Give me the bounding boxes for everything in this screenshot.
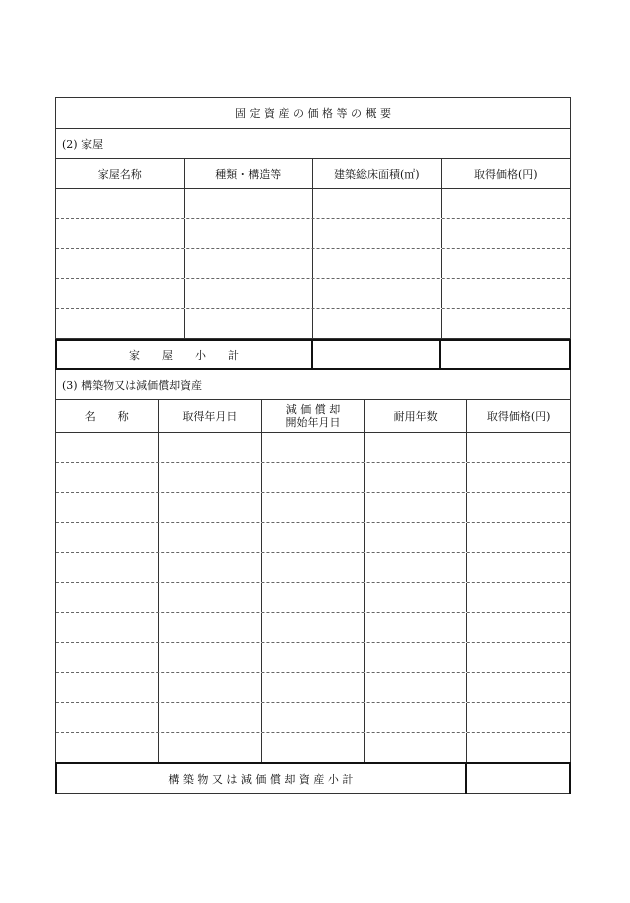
header-house-name: 家屋名称 (56, 159, 185, 188)
floor-area-cell[interactable] (313, 219, 442, 248)
table-row (56, 463, 570, 493)
name-cell[interactable] (56, 673, 159, 702)
house-name-cell[interactable] (56, 219, 185, 248)
table-row (56, 249, 570, 279)
table-row (56, 553, 570, 583)
table-row (56, 613, 570, 643)
asset-summary-form (55, 97, 571, 794)
name-cell[interactable] (56, 493, 159, 522)
structures-section-row (56, 370, 570, 400)
acquisition-price-cell[interactable] (467, 463, 570, 492)
table-row (56, 523, 570, 553)
houses-header-row (56, 159, 570, 189)
useful-life-cell[interactable] (365, 433, 468, 462)
acquisition-price-cell[interactable] (467, 643, 570, 672)
acquisition-price-cell[interactable] (467, 703, 570, 732)
depreciation-start-cell[interactable] (262, 433, 365, 462)
table-row (56, 219, 570, 249)
houses-subtotal-row (55, 339, 571, 370)
table-row (56, 733, 570, 763)
name-cell[interactable] (56, 733, 159, 762)
table-row (56, 583, 570, 613)
useful-life-cell[interactable] (365, 493, 468, 522)
depreciation-start-cell[interactable] (262, 493, 365, 522)
house-name-cell[interactable] (56, 279, 185, 308)
acquisition-price-cell[interactable] (442, 219, 571, 248)
houses-subtotal-label: 家 屋 小 計 (57, 341, 313, 368)
table-row (56, 309, 570, 339)
acquisition-price-cell[interactable] (467, 433, 570, 462)
acquisition-price-cell[interactable] (467, 523, 570, 552)
acquisition-date-cell[interactable] (159, 613, 263, 642)
type-structure-cell[interactable] (185, 219, 314, 248)
acquisition-price-cell[interactable] (467, 583, 570, 612)
type-structure-cell[interactable] (185, 279, 314, 308)
useful-life-cell[interactable] (365, 703, 468, 732)
floor-area-cell[interactable] (313, 279, 442, 308)
floor-area-cell[interactable] (313, 189, 442, 218)
useful-life-cell[interactable] (365, 583, 468, 612)
acquisition-date-cell[interactable] (159, 643, 263, 672)
header-useful-life: 耐用年数 (365, 400, 468, 432)
acquisition-date-cell[interactable] (159, 733, 263, 762)
type-structure-cell[interactable] (185, 249, 314, 278)
useful-life-cell[interactable] (365, 553, 468, 582)
acquisition-price-cell[interactable] (442, 189, 571, 218)
floor-area-cell[interactable] (313, 309, 442, 338)
depreciation-start-cell[interactable] (262, 523, 365, 552)
structures-section-label: (3) 構築物又は減価償却資産 (62, 378, 203, 392)
name-cell[interactable] (56, 553, 159, 582)
name-cell[interactable] (56, 643, 159, 672)
table-row (56, 279, 570, 309)
acquisition-price-cell[interactable] (467, 673, 570, 702)
acquisition-date-cell[interactable] (159, 583, 263, 612)
acquisition-price-cell[interactable] (467, 613, 570, 642)
acquisition-date-cell[interactable] (159, 463, 263, 492)
header-acquisition-price: 取得価格(円) (486, 409, 551, 423)
header-acquisition-date: 取得年月日 (159, 400, 263, 432)
useful-life-cell[interactable] (365, 523, 468, 552)
table-row (56, 703, 570, 733)
name-cell[interactable] (56, 433, 159, 462)
useful-life-cell[interactable] (365, 613, 468, 642)
depreciation-start-cell[interactable] (262, 553, 365, 582)
depreciation-start-cell[interactable] (262, 613, 365, 642)
acquisition-date-cell[interactable] (159, 703, 263, 732)
houses-subtotal-price-cell[interactable] (441, 341, 569, 368)
depreciation-start-cell[interactable] (262, 703, 365, 732)
depreciation-start-cell[interactable] (262, 463, 365, 492)
form-title: 固 定 資 産 の 価 格 等 の 概 要 (235, 107, 391, 120)
house-name-cell[interactable] (56, 249, 185, 278)
useful-life-cell[interactable] (365, 643, 468, 672)
table-row (56, 643, 570, 673)
table-row (56, 493, 570, 523)
table-row (56, 433, 570, 463)
structures-subtotal-label: 構 築 物 又 は 減 価 償 却 資 産 小 計 (57, 764, 467, 794)
depreciation-start-cell[interactable] (262, 673, 365, 702)
useful-life-cell[interactable] (365, 673, 468, 702)
houses-section-label: (2) 家屋 (62, 137, 104, 151)
header-depreciation-start: 減 価 償 却 開始年月日 (262, 400, 365, 432)
useful-life-cell[interactable] (365, 733, 468, 762)
acquisition-date-cell[interactable] (159, 493, 263, 522)
type-structure-cell[interactable] (185, 189, 314, 218)
structures-subtotal-price-cell[interactable] (467, 764, 569, 794)
useful-life-cell[interactable] (365, 463, 468, 492)
depreciation-start-cell[interactable] (262, 583, 365, 612)
type-structure-cell[interactable] (185, 309, 314, 338)
acquisition-price-cell[interactable] (442, 279, 571, 308)
table-row (56, 189, 570, 219)
table-row (56, 673, 570, 703)
acquisition-price-cell[interactable] (442, 249, 571, 278)
depreciation-start-cell[interactable] (262, 733, 365, 762)
houses-section-row (56, 129, 570, 159)
name-cell[interactable] (56, 463, 159, 492)
name-cell[interactable] (56, 613, 159, 642)
acquisition-price-cell[interactable] (467, 493, 570, 522)
acquisition-date-cell[interactable] (159, 673, 263, 702)
name-cell[interactable] (56, 523, 159, 552)
houses-subtotal-area-cell[interactable] (313, 341, 441, 368)
name-cell[interactable] (56, 703, 159, 732)
house-name-cell[interactable] (56, 309, 185, 338)
acquisition-date-cell[interactable] (159, 523, 263, 552)
floor-area-cell[interactable] (313, 249, 442, 278)
header-name: 名 称 (56, 400, 159, 432)
depreciation-start-cell[interactable] (262, 643, 365, 672)
house-name-cell[interactable] (56, 189, 185, 218)
acquisition-date-cell[interactable] (159, 433, 263, 462)
form-title-row (56, 98, 570, 129)
name-cell[interactable] (56, 583, 159, 612)
acquisition-date-cell[interactable] (159, 553, 263, 582)
acquisition-price-cell[interactable] (467, 553, 570, 582)
structures-header-row (56, 400, 570, 433)
acquisition-price-cell[interactable] (442, 309, 571, 338)
acquisition-price-cell[interactable] (467, 733, 570, 762)
header-type-structure: 種類・構造等 (185, 159, 314, 188)
header-acquisition-price: 取得価格(円) (473, 167, 538, 181)
structures-subtotal-row (55, 762, 571, 794)
header-floor-area: 建築総床面積(㎡) (313, 159, 442, 188)
